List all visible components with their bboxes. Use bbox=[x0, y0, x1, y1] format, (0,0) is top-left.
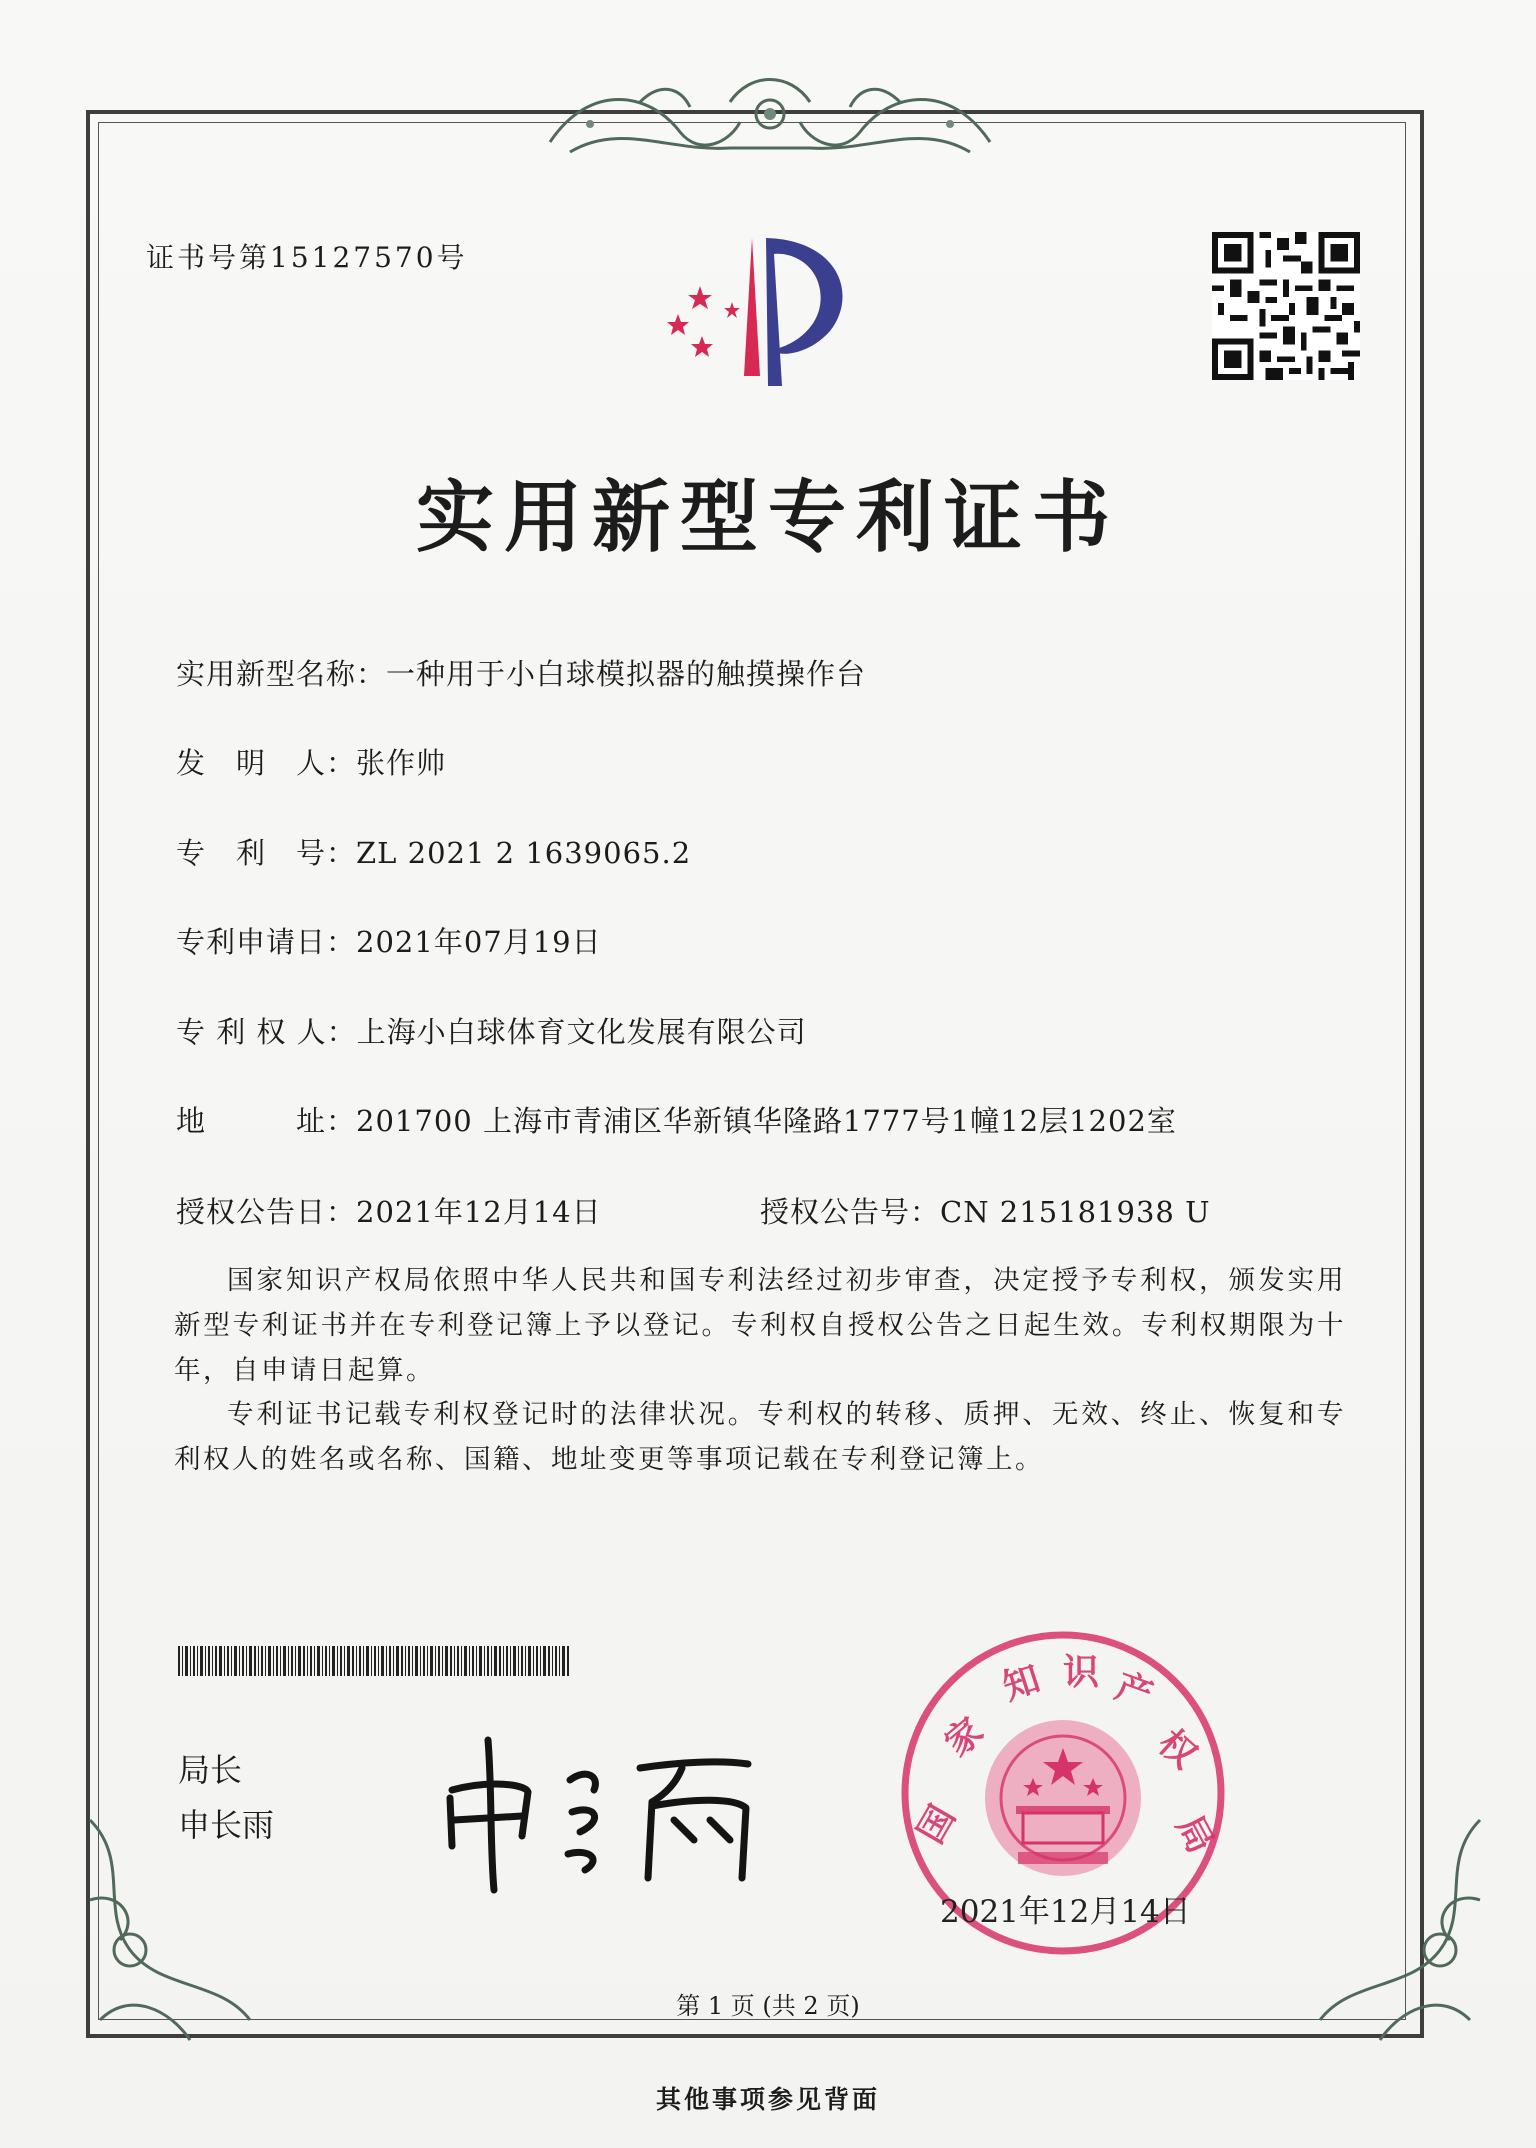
grant-number-value: CN 215181938 U bbox=[940, 1195, 1211, 1229]
field-address bbox=[176, 1099, 1177, 1140]
grant-date-value: 2021年12月14日 bbox=[356, 1195, 602, 1229]
director-title: 局长 bbox=[178, 1751, 243, 1789]
svg-text:知: 知 bbox=[998, 1658, 1046, 1709]
utility-model-name-label: 实用新型名称： bbox=[176, 657, 387, 691]
field-grant-number bbox=[760, 1190, 1211, 1231]
svg-text:局: 局 bbox=[1168, 1808, 1222, 1861]
svg-text:国: 国 bbox=[910, 1798, 964, 1851]
footer-note: 其他事项参见背面 bbox=[655, 2085, 880, 2114]
patentee-label: 专 利 权 人： bbox=[176, 1015, 357, 1049]
filing-date-value: 2021年07月19日 bbox=[356, 925, 602, 959]
field-patent-number bbox=[176, 831, 691, 872]
barcode bbox=[178, 1646, 570, 1676]
address-value: 201700 上海市青浦区华新镇华隆路1777号1幢12层1202室 bbox=[356, 1104, 1177, 1138]
field-inventor bbox=[176, 741, 446, 782]
field-utility-model-name bbox=[176, 652, 866, 693]
patent-number-label: 专 利 号： bbox=[176, 836, 357, 870]
certificate-title: 实用新型专利证书 bbox=[415, 473, 1120, 563]
seal-date: 2021年12月14日 bbox=[940, 1894, 1191, 1930]
field-patentee bbox=[176, 1010, 807, 1051]
qr-code bbox=[1212, 232, 1360, 380]
field-grant-date bbox=[176, 1190, 602, 1231]
svg-text:家: 家 bbox=[937, 1710, 992, 1765]
inventor-label: 发 明 人： bbox=[176, 746, 357, 780]
svg-text:权: 权 bbox=[1149, 1722, 1205, 1777]
patentee-value: 上海小白球体育文化发展有限公司 bbox=[356, 1015, 807, 1049]
grant-number-label: 授权公告号： bbox=[760, 1195, 941, 1229]
legal-paragraph-1: 国家知识产权局依照中华人民共和国专利法经过初步审查，决定授予专利权，颁发实用新型专利证书并在专利登记簿上予以登记。专利权自授权公告之日起生效。专利权期限为十年，自申请日起算。 bbox=[174, 1265, 1346, 1386]
grant-date-label: 授权公告日： bbox=[176, 1195, 357, 1229]
svg-text:识: 识 bbox=[1063, 1652, 1100, 1693]
address-label: 地 址： bbox=[176, 1104, 357, 1138]
utility-model-name-value: 一种用于小白球模拟器的触摸操作台 bbox=[386, 657, 867, 691]
director-name: 申长雨 bbox=[178, 1806, 275, 1844]
handwritten-signature bbox=[430, 1728, 770, 1898]
filing-date-label: 专利申请日： bbox=[176, 925, 357, 959]
legal-paragraph-2: 专利证书记载专利权登记时的法律状况。专利权的转移、质押、无效、终止、恢复和专利权人的姓名或名称、国籍、地址变更等事项记载在专利登记簿上。 bbox=[174, 1399, 1346, 1475]
top-ornament bbox=[530, 62, 1010, 172]
patent-number-value: ZL 2021 2 1639065.2 bbox=[356, 836, 692, 870]
field-filing-date bbox=[176, 920, 602, 961]
inventor-value: 张作帅 bbox=[356, 746, 447, 780]
certificate-number: 证书号第15127570号 bbox=[146, 241, 468, 274]
cnipa-logo bbox=[640, 226, 870, 406]
svg-text:产: 产 bbox=[1109, 1665, 1158, 1717]
page-number: 第 1 页 (共 2 页) bbox=[676, 1992, 860, 2020]
